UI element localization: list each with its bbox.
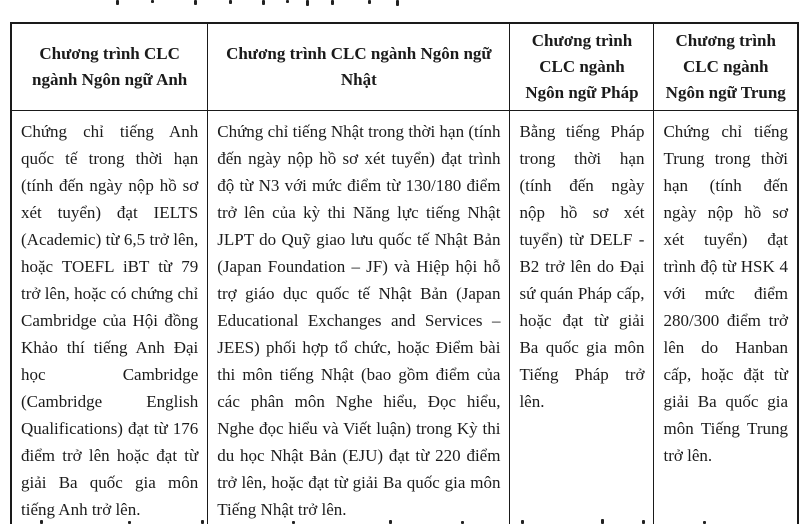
cropped-glyph-fragment: [201, 520, 204, 524]
header-cell-japanese-program: Chương trình CLC ngành Ngôn ngữ Nhật: [208, 23, 510, 111]
cropped-glyph-fragment: [331, 0, 334, 5]
cropped-glyph-fragment: [642, 520, 645, 524]
cropped-glyph-fragment: [40, 520, 43, 524]
table-header-row: [11, 23, 798, 111]
cropped-glyph-fragment: [521, 520, 524, 524]
cropped-glyph-fragment: [229, 0, 232, 4]
cropped-glyph-fragment: [286, 0, 289, 3]
cell-chinese-requirements: Chứng chỉ tiếng Trung trong thời hạn (tính đến ngày nộp hồ sơ xét tuyển) đạt trình độ từ HSK 4 với mức điểm 280/300 điểm trở lên do Hanban cấp, hoặc đặt từ giải Ba quốc gia môn Tiếng Trung trở lên.: [654, 111, 798, 524]
header-cell-chinese-program: Chương trình CLC ngành Ngôn ngữ Trung: [654, 23, 798, 111]
table-body-row: [11, 111, 798, 524]
cell-french-requirements: Bằng tiếng Pháp trong thời hạn (tính đến ngày nộp hồ sơ xét tuyển) từ DELF - B2 trở lên do Đại sứ quán Pháp cấp, hoặc đạt từ giải Ba quốc gia môn Tiếng Pháp trở lên.: [510, 111, 654, 524]
header-cell-english-program: Chương trình CLC ngành Ngôn ngữ Anh: [11, 23, 208, 111]
cropped-glyph-fragment: [116, 0, 119, 5]
cropped-glyph-fragment: [396, 0, 399, 6]
cropped-glyph-fragment: [151, 0, 154, 3]
cropped-glyph-fragment: [306, 0, 309, 6]
requirements-table: [10, 22, 799, 524]
cropped-glyph-fragment: [194, 0, 197, 5]
cell-japanese-requirements: Chứng chỉ tiếng Nhật trong thời hạn (tính đến ngày nộp hồ sơ xét tuyển) đạt trình độ từ N3 với mức điểm từ 130/180 điểm trở lên của kỳ thi Năng lực tiếng Nhật JLPT do Quỹ giao lưu quốc tế Nhật Bản (Japan Foundation – JF) và Hiệp hội hỗ trợ giáo dục quốc tế Nhật Bản (Japan Educational Exchanges and Services – JEES) phối hợp tổ chức, hoặc Điểm bài thi môn tiếng Nhật (bao gồm điểm của các phân môn Nghe hiểu, Đọc hiểu, Nghe đọc hiểu và Viết luận) trong Kỳ thi du học Nhật Bản (EJU) đạt từ 220 điểm trở lên, hoặc đạt từ giải Ba quốc gia môn Tiếng Nhật trở lên.: [208, 111, 510, 524]
cropped-glyph-fragment: [368, 0, 371, 4]
header-cell-french-program: Chương trình CLC ngành Ngôn ngữ Pháp: [510, 23, 654, 111]
cell-english-requirements: Chứng chỉ tiếng Anh quốc tế trong thời hạn (tính đến ngày nộp hồ sơ xét tuyển) đạt IELTS (Academic) từ 6,5 trở lên, hoặc TOEFL iBT từ 79 trở lên, hoặc có chứng chỉ Cambridge của Hội đồng Khảo thí tiếng Anh Đại học Cambridge (Cambridge English Qualifications) đạt từ 176 điểm trở lên hoặc đạt từ giải Ba quốc gia môn tiếng Anh trở lên.: [11, 111, 208, 524]
cropped-glyph-fragment: [389, 520, 392, 524]
cropped-glyph-fragment: [601, 519, 604, 524]
cropped-glyph-fragment: [262, 0, 265, 5]
